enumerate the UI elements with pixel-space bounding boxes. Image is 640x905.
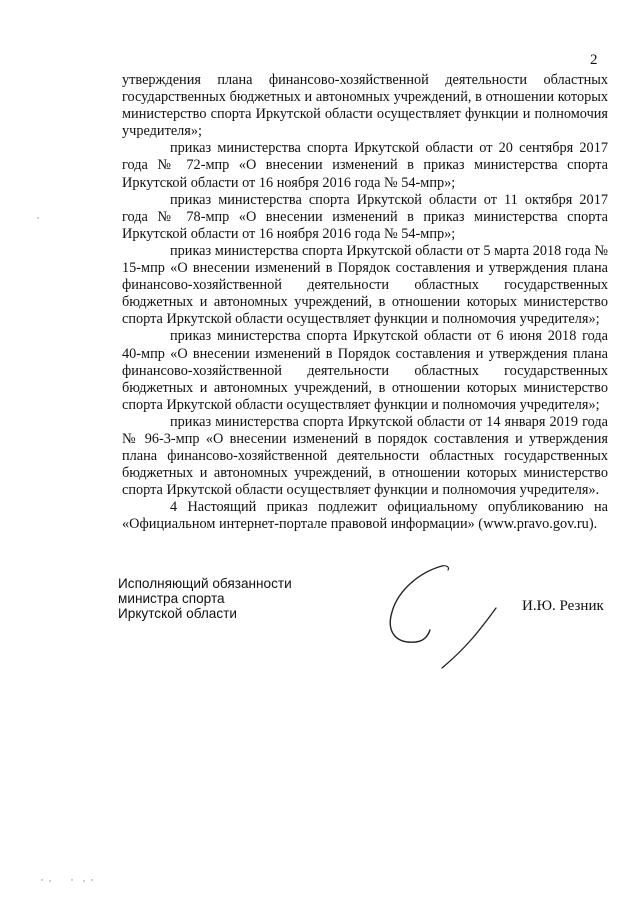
- signer-name: И.Ю. Резник: [522, 598, 604, 614]
- page-number: 2: [590, 52, 598, 68]
- paragraph-order-96: приказ министерства спорта Иркутской области от 14 января 2019 года № 96-3-мпр «О внесении изменений в порядок составления и утверждения плана финансово-хозяйственной деятельности областных государственных бюджетных и автономных учреждений, в отношении которых министерство спорта Иркутской области осуществляет функции и полномочия учредителя».: [122, 413, 608, 499]
- paragraph-continuation: утверждения плана финансово-хозяйственной деятельности областных государственных бюджетных и автономных учреждений, в отношении которых министерство спорта Иркутской области осуществляет функции и полномочия учредителя»;: [122, 72, 608, 140]
- paragraph-order-15: приказ министерства спорта Иркутской области от 5 марта 2018 года № 15-мпр «О внесении изменений в Порядок составления и утверждения плана финансово-хозяйственной деятельности областных государственных бюджетных и автономных учреждений, в отношении которых министерство спорта Иркутской области осуществляет функции и полномочия учредителя»;: [122, 242, 608, 328]
- paragraph-publication: 4 Настоящий приказ подлежит официальному опубликованию на «Официальном интернет-портале правовой информации» (www.pravo.gov.ru).: [122, 499, 608, 533]
- signer-position: [118, 576, 292, 622]
- signer-position-line: министра спорта: [118, 591, 225, 607]
- paragraph-order-78: приказ министерства спорта Иркутской области от 11 октября 2017 года № 78-мпр «О внесении изменений в приказ министерства спорта Иркутской области от 16 ноября 2016 года № 54-мпр»;: [122, 191, 608, 242]
- document-body: [122, 72, 608, 534]
- signer-position-line: Исполняющий обязанности: [118, 576, 292, 591]
- paragraph-order-72: приказ министерства спорта Иркутской области от 20 сентября 2017 года № 72-мпр «О внесении изменений в приказ министерства спорта Иркутской области от 16 ноября 2016 года № 54-мпр»;: [122, 140, 608, 191]
- paragraph-order-40: приказ министерства спорта Иркутской области от 6 июня 2018 года 40-мпр «О внесении изменений в Порядок составления и утверждения плана финансово-хозяйственной деятельности областных государственных бюджетных и автономных учреждений, в отношении которых министерство спорта Иркутской области осуществляет функции и полномочия учредителя»;: [122, 328, 608, 413]
- handwritten-signature: [380, 560, 510, 680]
- signer-position-line: Иркутской области: [118, 606, 237, 622]
